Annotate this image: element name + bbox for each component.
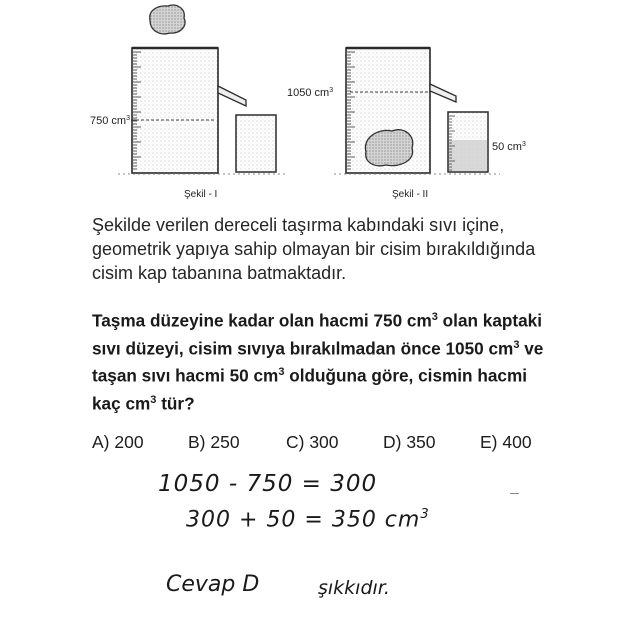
figure-two [287, 48, 526, 200]
handwritten-answer-suffix: şıkkıdır. [318, 577, 390, 599]
figure-illustration [0, 0, 618, 215]
caption-figure-one: Şekil - I [184, 189, 218, 200]
overflow-volume-label: 50 cm [492, 141, 522, 153]
option-a[interactable]: A) 200 [92, 432, 144, 452]
right-volume-label: 1050 cm [287, 87, 330, 99]
problem-question: Taşma düzeyine kadar olan hacmi 750 $cm^3$ olan kaptaki sıvı düzeyi, cisim sıvıya bırakılmadan önce 1050 $cm^3$ ve taşan sıvı hacmi 50 $cm^3$ olduğuna göre, cismin hacmi kaç $cm^3$ tür? [92, 310, 544, 414]
problem-intro: Şekilde verilen dereceli taşırma kabındaki sıvı içine, geometrik yapıya sahip olmayan bir cisim bırakıldığında cisim kap tabanına batmaktadır. [92, 215, 536, 283]
option-e[interactable]: E) 400 [480, 432, 532, 452]
option-b[interactable]: B) 250 [188, 432, 240, 452]
svg-text:750 cm3: 750 $cm^3$ [90, 115, 130, 127]
answer-options [92, 432, 552, 458]
left-volume-label: 750 cm [90, 115, 127, 127]
handwritten-answer: Cevap D [166, 572, 260, 597]
handwritten-calculation-1: 1050 - 750 = 300 [158, 471, 378, 497]
figure-one [90, 5, 285, 200]
option-c[interactable]: C) 300 [286, 432, 339, 452]
margin-mark [510, 493, 519, 494]
svg-text:50 cm3: 50 $cm^3$ [492, 141, 526, 153]
submerged-object-icon [365, 130, 412, 166]
handwritten-calculation-2: 300 + 50 = 350 $cm^3$ [186, 507, 430, 533]
object-icon [150, 5, 185, 34]
caption-figure-two: Şekil - II [392, 189, 429, 200]
svg-text:1050 cm3: 1050 $cm^3$ [287, 87, 334, 99]
option-d[interactable]: D) 350 [383, 432, 436, 452]
